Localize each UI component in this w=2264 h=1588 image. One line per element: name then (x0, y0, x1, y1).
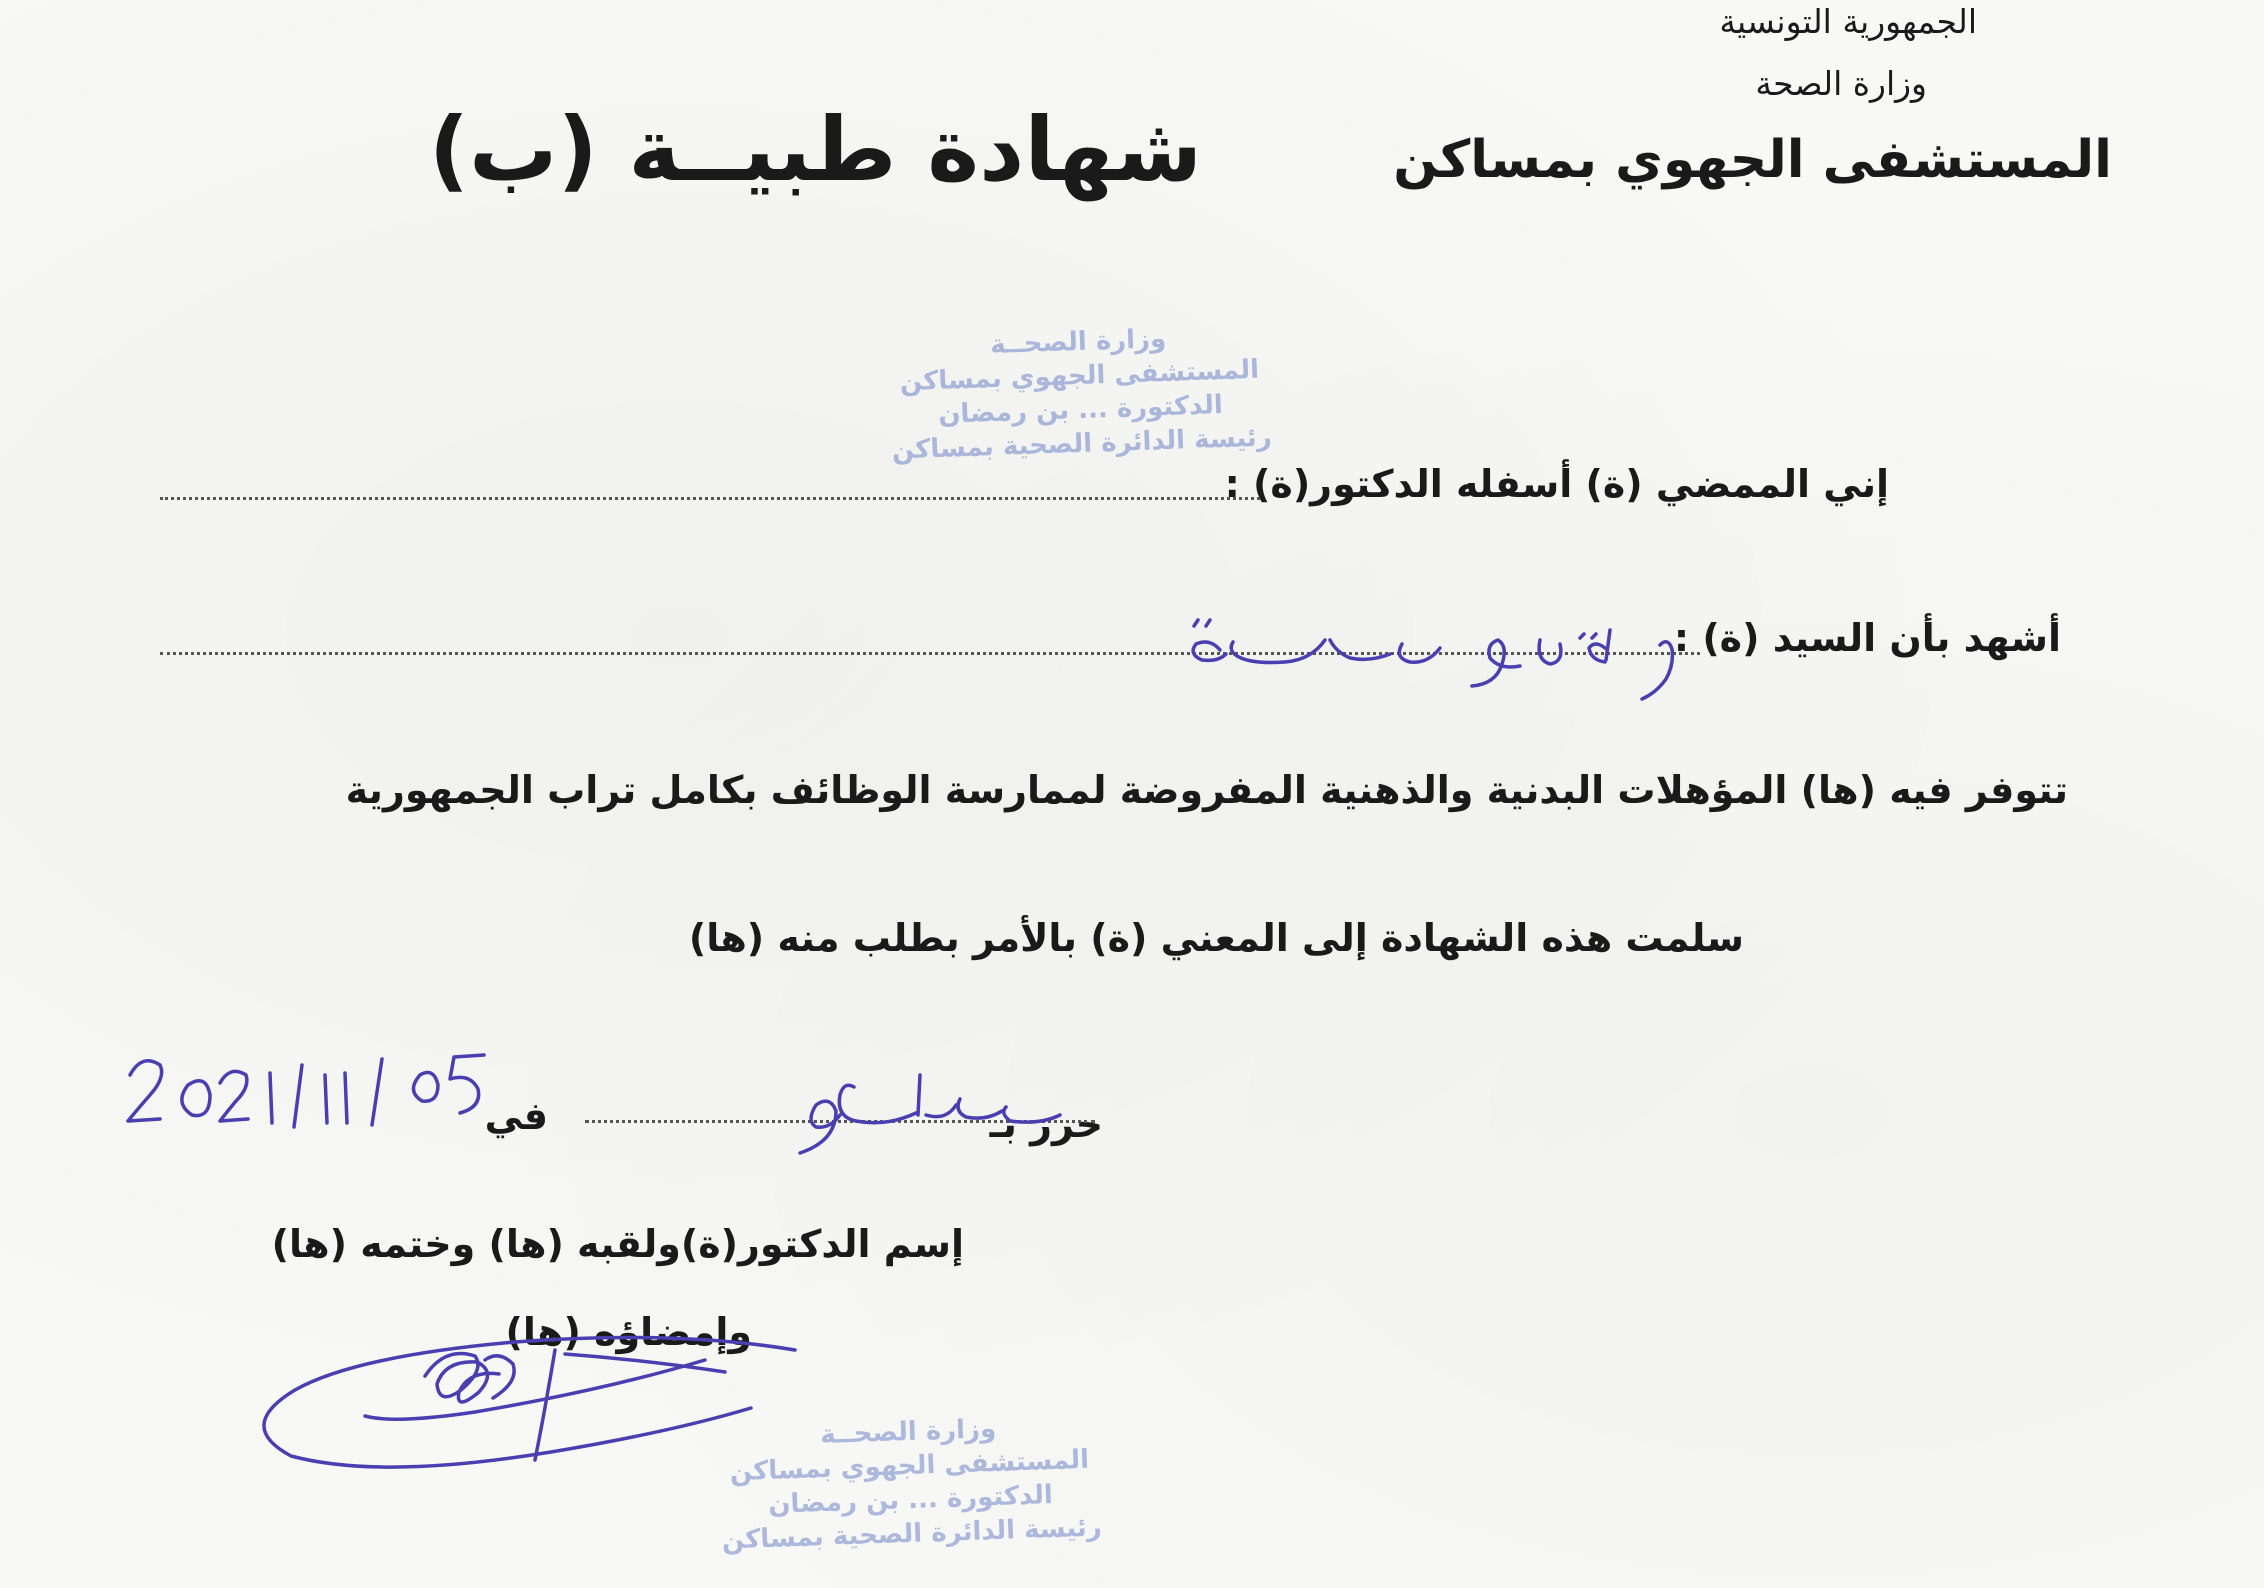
stamp-line: وزارة الصحــة (989, 323, 1167, 361)
signature-handwritten (255, 1320, 815, 1484)
doctor-name-dotted-line (160, 497, 1260, 500)
patient-name-handwritten (1140, 600, 1700, 714)
date-label: في (484, 1094, 548, 1138)
patient-name-handwriting-svg (1140, 600, 1700, 710)
document-title: شهادة طبيــة (ب) (428, 98, 1202, 201)
date-handwriting-svg (120, 1035, 540, 1145)
signature-svg (255, 1320, 815, 1480)
stamp-line: الدكتورة ... بن رمضان (767, 1480, 1054, 1520)
republic-header: الجمهورية التونسية (1719, 2, 1977, 41)
stamp-line: المستشفى الجهوي بمساكن (729, 1444, 1090, 1488)
written-at-label: حرر بـ (989, 1102, 1103, 1146)
ministry-header: وزارة الصحة (1755, 64, 1927, 103)
qualifications-statement: تتوفر فيه (ها) المؤهلات البدنية والذهنية المفروضة لممارسة الوظائف بكامل تراب الجمهورية (345, 768, 2068, 812)
stamp-line: رئيسة الدائرة الصحية بمساكن (891, 422, 1273, 466)
certify-label: أشهد بأن السيد (ة) : (1673, 616, 2061, 660)
stamp-line: الدكتورة ... بن رمضان (937, 390, 1224, 430)
place-handwritten (780, 1055, 1080, 1159)
signature-label: وإمضاؤه (ها) (505, 1310, 752, 1354)
place-handwriting-svg (780, 1055, 1080, 1155)
stamp-line: رئيسة الدائرة الصحية بمساكن (721, 1512, 1103, 1556)
date-handwritten (120, 1035, 540, 1149)
issued-statement: سلمت هذه الشهادة إلى المعني (ة) بالأمر بطلب منه (ها) (688, 916, 1744, 960)
official-stamp-top (888, 318, 1272, 467)
stamp-line: المستشفى الجهوي بمساكن (899, 354, 1260, 398)
doctor-name-title-stamp-label: إسم الدكتور(ة)ولقبه (ها) وختمه (ها) (271, 1222, 964, 1266)
stamp-line: وزارة الصحــة (819, 1413, 997, 1451)
doctor-statement-label: إني الممضي (ة) أسفله الدكتور(ة) : (1224, 462, 1889, 506)
hospital-header: المستشفى الجهوي بمساكن (1393, 130, 2112, 190)
